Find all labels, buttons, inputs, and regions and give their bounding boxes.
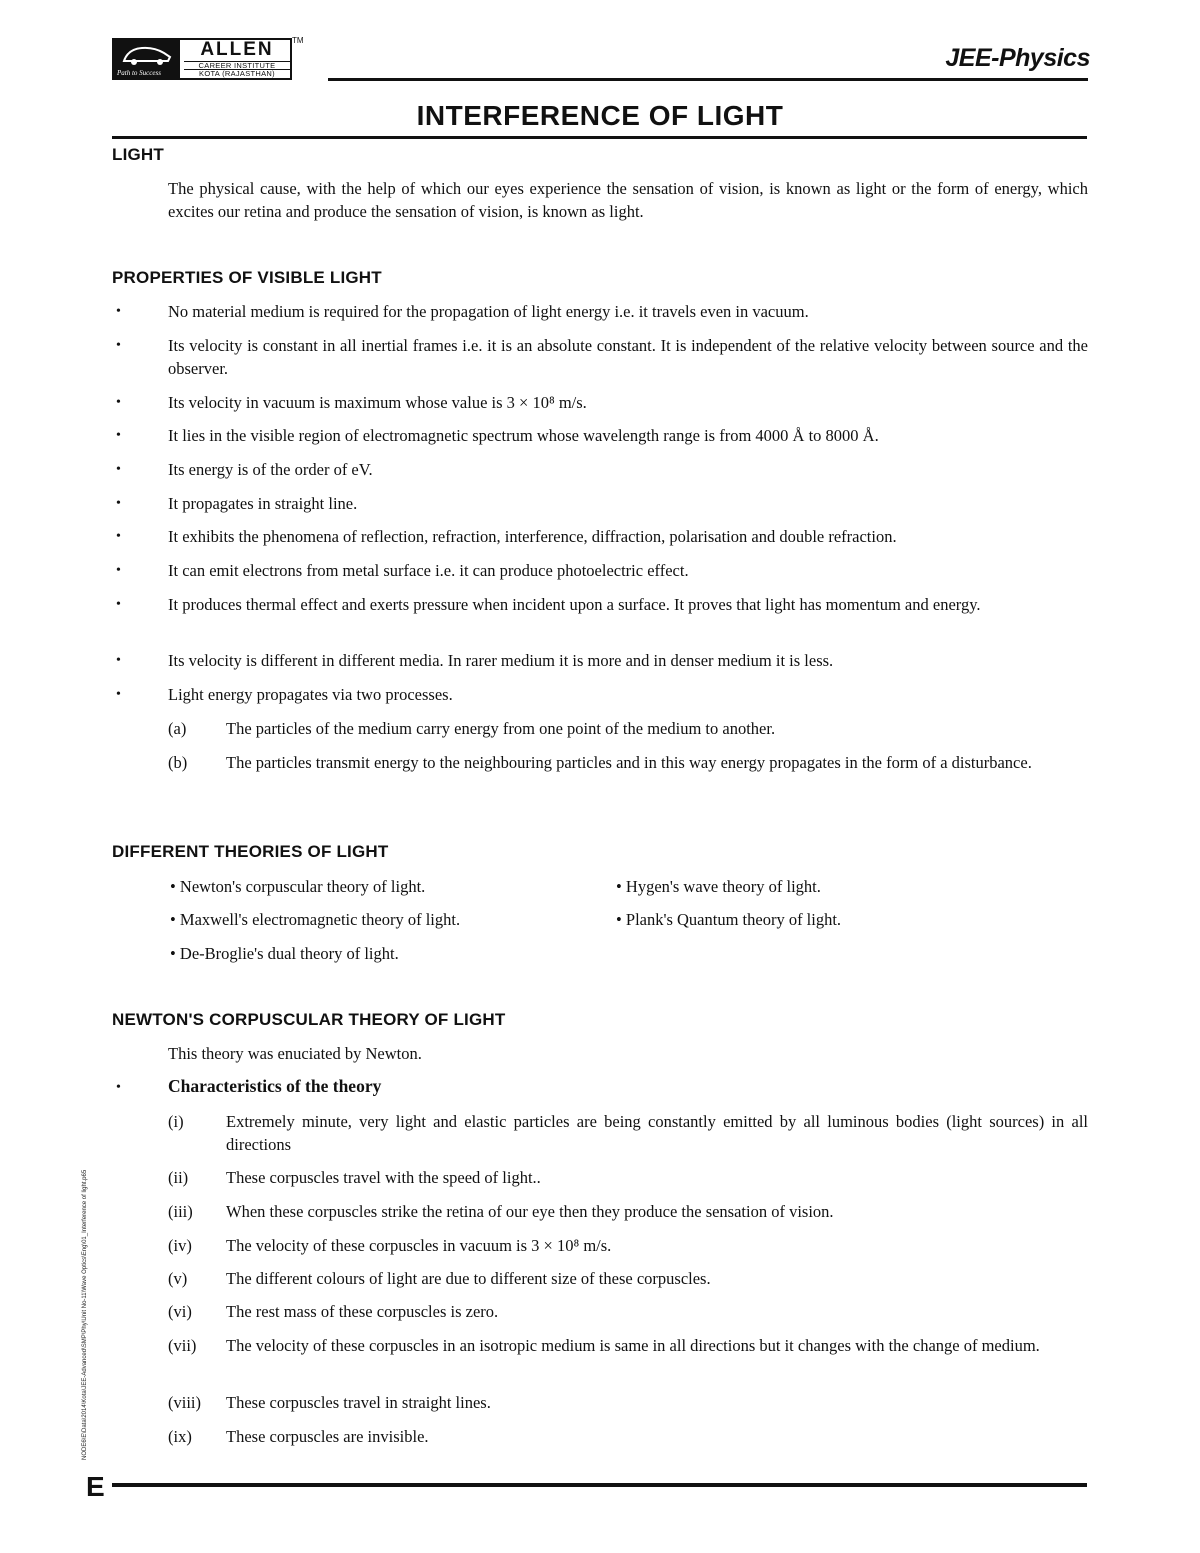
section-heading-newton: NEWTON'S CORPUSCULAR THEORY OF LIGHT — [112, 1010, 506, 1029]
property-item: It can emit electrons from metal surface i.e. it can produce photoelectric effect. — [168, 561, 689, 580]
property-item: Its velocity is constant in all inertial frames i.e. it is an absolute constant. It is independent of the relative velocity between source and the observer. — [168, 336, 1088, 378]
property-item: It produces thermal effect and exerts pressure when incident upon a surface. It proves that light has momentum and energy. — [168, 595, 981, 614]
property-item: Its velocity in vacuum is maximum whose value is 3 × 10⁸ m/s. — [168, 393, 587, 412]
characteristic-label: (iv) — [168, 1236, 192, 1255]
characteristic-text: Extremely minute, very light and elastic particles are being constantly emitted by all luminous bodies (light sources) in all directions — [226, 1112, 1088, 1154]
sub-item-label: (a) — [168, 719, 187, 738]
section-heading-properties: PROPERTIES OF VISIBLE LIGHT — [112, 268, 382, 287]
characteristic-text: When these corpuscles strike the retina of our eye then they produce the sensation of vision. — [226, 1202, 834, 1221]
property-item: It propagates in straight line. — [168, 494, 358, 513]
logo-emblem — [114, 40, 180, 78]
property-item: It exhibits the phenomena of reflection, refraction, interference, diffraction, polarisation and double refraction. — [168, 527, 897, 546]
file-path-label: NODE6\E\Data\2014\Kota\JEE-Advanced\SMP\Phy\Unit No-11\Wave Optics\Eng\01_Interference of light.p65 — [82, 1169, 88, 1460]
bullet-icon: • — [116, 304, 121, 319]
bullet-icon: • — [116, 653, 121, 668]
logo-tagline: Path to Success — [117, 69, 161, 77]
logo-line-location: KOTA (RAJASTHAN) — [184, 69, 290, 78]
characteristic-label: (ix) — [168, 1427, 192, 1446]
property-item: Its energy is of the order of eV. — [168, 460, 373, 479]
characteristic-label: (vi) — [168, 1302, 192, 1321]
bullet-icon: • — [116, 529, 121, 544]
characteristic-text: These corpuscles travel in straight lines. — [226, 1393, 491, 1412]
car-icon — [120, 43, 174, 67]
logo-name: ALLEN — [200, 39, 274, 60]
sub-item-text: The particles of the medium carry energy from one point of the medium to another. — [226, 719, 776, 738]
bullet-icon: • — [116, 1080, 121, 1095]
header-rule — [328, 78, 1088, 81]
theory-item: • Plank's Quantum theory of light. — [616, 910, 842, 929]
bullet-icon: • — [116, 496, 121, 511]
characteristics-heading: Characteristics of the theory — [168, 1076, 382, 1096]
bullet-icon: • — [116, 563, 121, 578]
bullet-icon: • — [116, 395, 121, 410]
page-title: INTERFERENCE OF LIGHT — [416, 100, 784, 131]
property-item: Its velocity is different in different media. In rarer medium it is more and in denser medium it is less. — [168, 651, 834, 670]
characteristic-label: (vii) — [168, 1336, 197, 1355]
characteristic-label: (v) — [168, 1269, 188, 1288]
section-heading-light: LIGHT — [112, 145, 164, 164]
trademark: TM — [292, 36, 304, 45]
characteristic-label: (viii) — [168, 1393, 201, 1412]
sub-item-text: The particles transmit energy to the neighbouring particles and in this way energy propagates in the form of a disturbance. — [226, 753, 1032, 772]
property-item: No material medium is required for the propagation of light energy i.e. it travels even in vacuum. — [168, 302, 809, 321]
bullet-icon: • — [116, 428, 121, 443]
logo-line-institute: CAREER INSTITUTE — [184, 61, 290, 70]
bullet-icon: • — [116, 687, 121, 702]
characteristic-text: The velocity of these corpuscles in vacuum is 3 × 10⁸ m/s. — [226, 1236, 612, 1255]
sub-item-label: (b) — [168, 753, 188, 772]
characteristic-label: (iii) — [168, 1202, 193, 1221]
section-heading-theories: DIFFERENT THEORIES OF LIGHT — [112, 842, 389, 861]
characteristic-text: The velocity of these corpuscles in an isotropic medium is same in all directions but it changes with the change of medium. — [226, 1336, 1040, 1355]
characteristic-text: These corpuscles are invisible. — [226, 1427, 429, 1446]
light-definition: The physical cause, with the help of which our eyes experience the sensation of vision, is known as light or the form of energy, which excites our retina and produce the sensation of vision, is known as light. — [168, 179, 1088, 221]
allen-logo — [112, 38, 292, 80]
theory-item: • Hygen's wave theory of light. — [616, 877, 821, 896]
subject-label: JEE-Physics — [945, 44, 1090, 72]
theory-item: • De-Broglie's dual theory of light. — [170, 944, 399, 963]
footer-rule — [112, 1483, 1087, 1487]
theory-item: • Newton's corpuscular theory of light. — [170, 877, 426, 896]
characteristic-label: (ii) — [168, 1168, 189, 1187]
property-item: Light energy propagates via two processes. — [168, 685, 453, 704]
page-letter: E — [86, 1471, 105, 1502]
characteristic-label: (i) — [168, 1112, 184, 1131]
characteristic-text: These corpuscles travel with the speed of light.. — [226, 1168, 541, 1187]
theory-item: • Maxwell's electromagnetic theory of light. — [170, 910, 461, 929]
characteristic-text: The rest mass of these corpuscles is zero. — [226, 1302, 499, 1321]
bullet-icon: • — [116, 462, 121, 477]
bullet-icon: • — [116, 597, 121, 612]
characteristic-text: The different colours of light are due to different size of these corpuscles. — [226, 1269, 711, 1288]
property-item: It lies in the visible region of electromagnetic spectrum whose wavelength range is from 4000 Å to 8000 Å. — [168, 426, 879, 445]
title-rule — [112, 136, 1087, 139]
bullet-icon: • — [116, 338, 121, 353]
newton-intro: This theory was enuciated by Newton. — [168, 1044, 422, 1063]
